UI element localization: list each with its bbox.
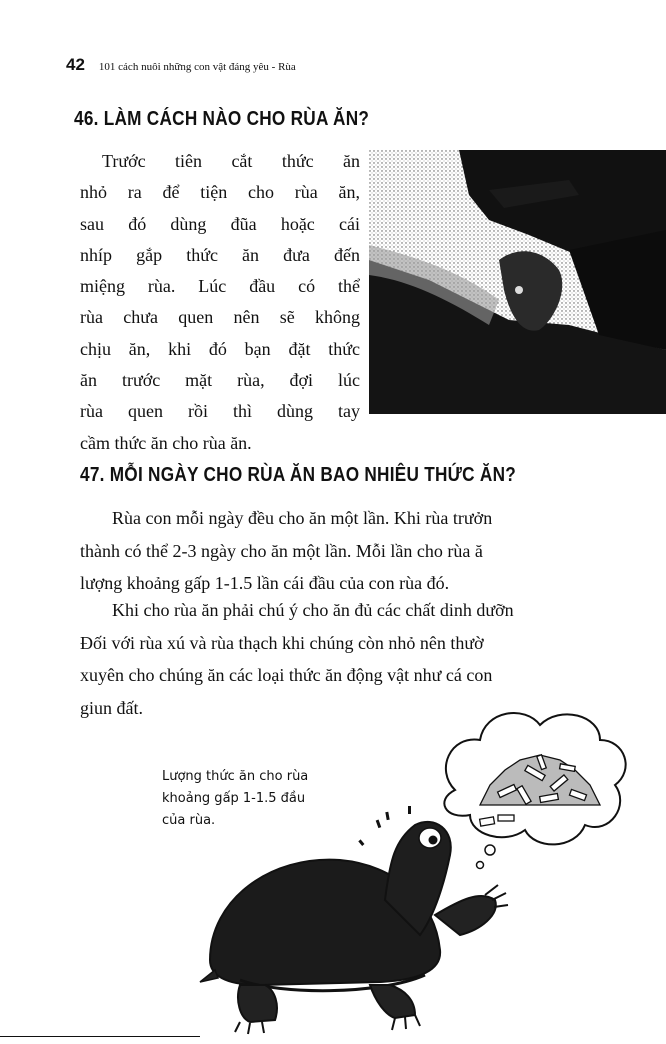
feeding-photo (369, 150, 666, 414)
text-line: lượng khoảng gấp 1-1.5 lần cái đầu của con rùa đó. (80, 573, 450, 593)
page-number: 42 (66, 55, 85, 74)
running-header (66, 55, 296, 75)
text-line: giun đất. (80, 697, 143, 718)
text-line: Đối với rùa xú và rùa thạch khi chúng còn nhỏ nên thườ (80, 632, 484, 653)
caption-line: Lượng thức ăn cho rùa (162, 769, 309, 784)
turtle-illustration (180, 700, 666, 1040)
section-47-text-area (0, 480, 666, 730)
text-line: nhỏ ra để tiện cho rùa ăn, (80, 182, 360, 203)
turtle-leg (435, 896, 496, 935)
text-line: nhíp gắp thức ăn đưa đến (80, 244, 360, 265)
text-line: rùa chưa quen nên sẽ không (80, 307, 360, 328)
text-line: cầm thức ăn cho rùa ăn. (80, 432, 252, 453)
section-47-paragraph-1 (80, 502, 666, 600)
feeding-photo-image (369, 150, 666, 414)
caption-line: của rùa. (162, 813, 216, 828)
footnote-rule (0, 1036, 200, 1037)
text-line: sau đó dùng đũa hoặc cái (80, 213, 360, 234)
text-line: miệng rùa. Lúc đầu có thể (80, 276, 360, 297)
text-line: chịu ăn, khi đó bạn đặt thức (80, 338, 360, 359)
text-line: Khi cho rùa ăn phải chú ý cho ăn đủ các chất dinh dưỡn (112, 600, 514, 620)
text-line: Rùa con mỗi ngày đều cho ăn một lần. Khi rùa trưởn (112, 508, 493, 528)
section-46-heading: 46. LÀM CÁCH NÀO CHO RÙA ĂN? (74, 108, 370, 130)
section-47-heading: 47. MỖI NGÀY CHO RÙA ĂN BAO NHIÊU THỨC ĂN? (80, 464, 517, 486)
text-line: xuyên cho chúng ăn các loại thức ăn động vật như cá con (80, 665, 493, 685)
text-line: thành có thể 2-3 ngày cho ăn một lần. Mỗi lần cho rùa ă (80, 540, 483, 561)
text-line: Trước tiên cắt thức ăn (102, 151, 360, 171)
book-title: 101 cách nuôi những con vật đáng yêu - Rùa (98, 61, 296, 73)
text-line: rùa quen rồi thì dùng tay (80, 401, 360, 422)
text-line: ăn trước mặt rùa, đợi lúc (80, 370, 360, 391)
section-46-paragraph (80, 146, 360, 459)
caption-line: khoảng gấp 1-1.5 đầu (162, 791, 306, 806)
